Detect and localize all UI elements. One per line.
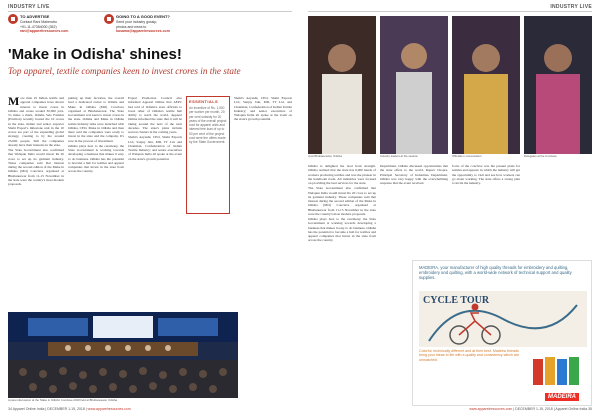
issue-date-left: DECEMBER 1-15, 2018	[47, 407, 85, 411]
portrait-photo-2	[380, 16, 448, 154]
article-title: 'Make in Odisha' shines!	[8, 46, 182, 63]
portrait-caption-4: Delegates at the Conclave	[524, 154, 557, 158]
page-number-left: 34	[8, 407, 12, 411]
advertise-heading: TO ADVERTISE	[20, 14, 50, 19]
essentials-text: An incentive of Rs. 1,500 per worker per month, 20 per cent subsidy for 20 years of the overall project cost for apparel units and interest free loan of up to 50 per cent of the project cost were the offers made by the State Government.	[189, 106, 227, 145]
portrait-photo-3	[452, 16, 520, 154]
thread-spools-icon	[531, 353, 587, 389]
body-column-1	[8, 96, 64, 310]
madeira-advertisement[interactable]	[412, 260, 592, 406]
body-column-3	[128, 96, 182, 310]
publication-name-left: Apparel Online India	[12, 407, 45, 411]
event-line-2: photos and news to	[116, 24, 147, 29]
col4-para-1: Shahi's Aayushi, CEO, Shahi Exports Ltd.; Sanjay Jain, MD, TT Ltd. and Chairman, Confederation of Indian Textile Industry; and senior executives of Welspun India all spoke at the event on the state's growth potential.	[234, 96, 292, 122]
advertise-box	[8, 14, 98, 42]
header-rule-left	[8, 11, 292, 12]
event-heading: GOING TO A GOOD EVENT?	[116, 14, 170, 19]
website-link-right[interactable]: www.apparelresources.com	[469, 407, 513, 411]
col6-para-1: Department, Odisha discussed opportunities that the state offers to the world. Rajeev Chopra, Principal Secretary of Industries Department, Odisha was very happy with the overwhelming response that the event received.	[380, 164, 448, 185]
essentials-box	[186, 96, 230, 214]
portrait-caption-1: Jyoti Bhubaneswar, Odisha	[308, 154, 342, 158]
conference-photo	[8, 312, 238, 398]
body-column-4	[234, 96, 292, 310]
col3-para-2: Shahi's Aayushi, CEO, Shahi Exports Ltd.; Sanjay Jain, MD, TT Ltd. and Chairman, Confederation of Indian Textile Industry; and senior executives of Welspun India all spoke at the event on the state's growth potential.	[128, 135, 182, 161]
col3-para-1: Export Promotion Council also informed Apparel Online that AEPC had told of Odisha's state officials to boost other of Odisha's textile hub ability to reach the world. Apparel Online informed the state that it will be taking around the next of the next decades. The state's plans include several clusters in the coming years.	[128, 96, 182, 134]
portrait-caption-3: Officials in conversation	[452, 154, 482, 158]
drop-cap: M	[8, 96, 20, 108]
body-column-2	[68, 96, 124, 310]
col1-para-2: The State Government also confirmed that Welspun India would invest Rs 20 crore to set up its garment industry. These companies said that interest during the second edition of the Make in Odisha (MO) Conclave organised at Bhubaneswar from 11-15 November in the state were the country's most modern proposals.	[8, 148, 64, 186]
advertise-phone: +91-11-47384000 (352)	[20, 24, 57, 29]
event-icon	[104, 14, 114, 24]
article-subtitle: Top apparel, textile companies keen to invest crores in the state	[8, 66, 241, 76]
section-label-left: INDUSTRY LIVE	[8, 4, 50, 10]
advertise-icon	[8, 14, 18, 24]
event-line-1: Send your industry gossip,	[116, 20, 158, 24]
col7-para-1: focus of the conclave was the present plans for textiles and apparel, in which the industry will get the opportunity to visit and see how workers can go about working. The state offers a strong plan to invite the industry.	[452, 164, 520, 185]
col2-para-2: Odisha plays host to the ceremony, the State Government is working towards developing a business that makes it easy to do business. Odisha has the potential to become a hub for textiles and apparel companies that invest in the state from across the country.	[68, 143, 124, 174]
col5-para-2: The State Government also confirmed that Welspun India would invest Rs 20 crore to set up its garment industry. These companies said that interest during the second edition of the Make in Odisha (MO) Conclave organised at Bhubaneswar from 11-15 November in the state were the country's most modern proposals.	[308, 186, 376, 216]
main-photo-caption: A panel discussion at the 'Make in Odisha' Conclave 2018 held at Bhubaneswar, Odisha.	[8, 398, 118, 402]
col5-para-3: Odisha plays host to the ceremony, the State Government is working towards developing a business that makes it easy to do business. Odisha has the potential to become a hub for textiles and apparel companies that invest in the state from across the country.	[308, 217, 376, 243]
body-column-6	[380, 164, 448, 258]
footer-right: www.apparelresources.com | DECEMBER 1-15, 2018 | Apparel Online India 35	[469, 407, 592, 411]
advertise-email[interactable]: rani@appareltresources.com	[20, 29, 69, 33]
essentials-heading: ESSENTIALS	[189, 99, 219, 104]
header-rule-right	[308, 11, 592, 12]
col5-para-1: Odisha is delighted the lead from strength. Odisha realised that the state has 6,000 hands of workers producing textiles and was the pioneer in the handloom trade. All industries were focused on providing the best services for the state.	[308, 164, 376, 185]
publication-name-right: Apparel Online India	[555, 407, 588, 411]
portrait-photo-1	[308, 16, 376, 154]
section-label-right: INDUSTRY LIVE	[550, 4, 592, 10]
col2-para-1: putting up their factories, the overall lead a dedicated owner to Odisha and Make in Odisha (MO) Conclave organised at Bhubaneswar. The State Government was keen to invest crores in the state. Odisha and Make in Odisha textile industry talks were launched with Odisha, CEO, Make in Odisha and then there said the companies were ready to invest in the state and the company. It's now in the process of investment.	[68, 96, 124, 143]
page-number-right: 35	[588, 407, 592, 411]
issue-date-right: DECEMBER 1-15, 2018	[515, 407, 553, 411]
website-link-left[interactable]: www.apparelresources.com	[87, 407, 131, 411]
portrait-caption-2: Industry leaders at the session	[380, 154, 418, 158]
body-column-5	[308, 164, 376, 404]
cycle-tour-banner: CYCLE TOUR	[423, 295, 490, 306]
col1-para-1: ore than 25 Indian textile and apparel companies have shown interest to invest crores in Odisha and create around 30,000 jobs. To make a mark, Odisha Sets Fashion (Pavilion) recently hosted the 10 crores in the state. Indian and senior exporter Shahi Export's milestone unit in the 10 crores are part of the expanding global strategy, creating to by the around 25,000 people. Still the companies already have their interests in the state.	[8, 96, 64, 147]
portrait-photo-4	[524, 16, 592, 154]
event-box	[104, 14, 198, 42]
madeira-top-text: MADEIRA, your manufacturer of high quality threads for embroidery and quilting, embroidery and quilting, with a world-wide network of technical support and quality supplies.	[419, 265, 572, 280]
body-column-7	[452, 164, 520, 258]
madeira-bottom-text: Colorful, technically different and at their best. Madeira threads bring your ideas to life with a quality and consistency which are unmatched.	[419, 349, 520, 362]
advertise-contact: Contact Rani Mahendru	[20, 20, 57, 24]
madeira-logo: MADEIRA	[545, 393, 579, 401]
event-email[interactable]: kusama@apparelresources.com	[116, 29, 170, 33]
footer-left: 34 Apparel Online India | DECEMBER 1-15, 2018 | www.apparelresources.com	[8, 407, 131, 411]
conference-scene	[8, 312, 238, 398]
